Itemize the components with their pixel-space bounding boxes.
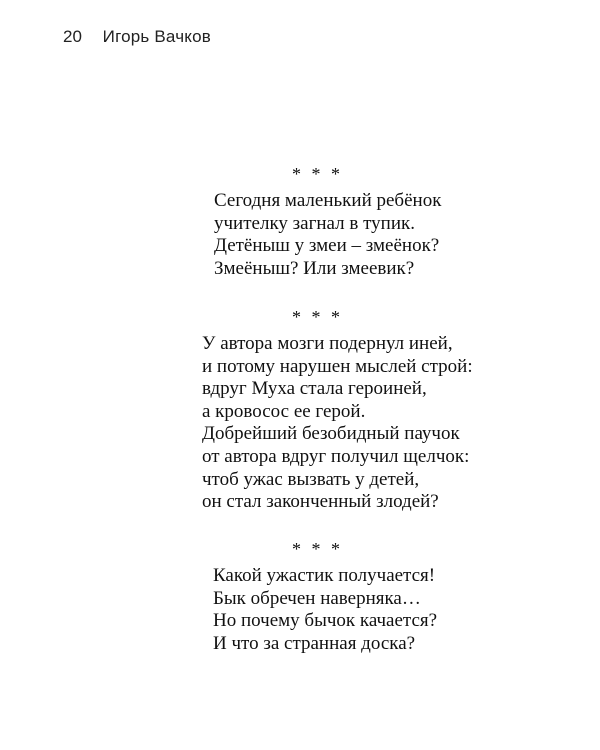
page-number: 20: [63, 27, 82, 46]
poem-line: Какой ужастик получается!: [213, 565, 436, 586]
section-separator: * * *: [292, 307, 343, 327]
poem-line: Сегодня маленький ребёнок: [214, 190, 442, 211]
poem: [214, 164, 442, 280]
poem-line: вдруг Муха стала героиней,: [202, 378, 427, 400]
section-separator: * * *: [292, 164, 343, 184]
poem-line: учителку загнал в тупик.: [214, 212, 415, 234]
poem-line: Детёныш у змеи – змеёнок?: [214, 235, 440, 257]
poem: [213, 539, 438, 655]
poem-line: Змеёныш? Или змеевик?: [214, 257, 415, 279]
poem-line: Но почему бычок качается?: [213, 610, 438, 632]
author-name: Игорь Вачков: [102, 27, 211, 46]
poem-line: Бык обречен наверняка…: [213, 587, 421, 609]
running-head: [63, 27, 211, 47]
poem-line: У автора мозги подернул иней,: [202, 333, 453, 354]
poem-line: он стал законченный злодей?: [202, 491, 439, 513]
poem-line: чтоб ужас вызвать у детей,: [202, 468, 420, 490]
poem: [202, 307, 473, 514]
poem-line: И что за странная доска?: [213, 632, 416, 654]
poem-line: от автора вдруг получил щелчок:: [202, 445, 470, 467]
poem-line: а кровосос ее герой.: [202, 400, 366, 422]
poem-line: и потому нарушен мыслей строй:: [202, 355, 473, 377]
poem-line: Добрейший безобидный паучок: [202, 423, 460, 445]
section-separator: * * *: [292, 539, 343, 559]
